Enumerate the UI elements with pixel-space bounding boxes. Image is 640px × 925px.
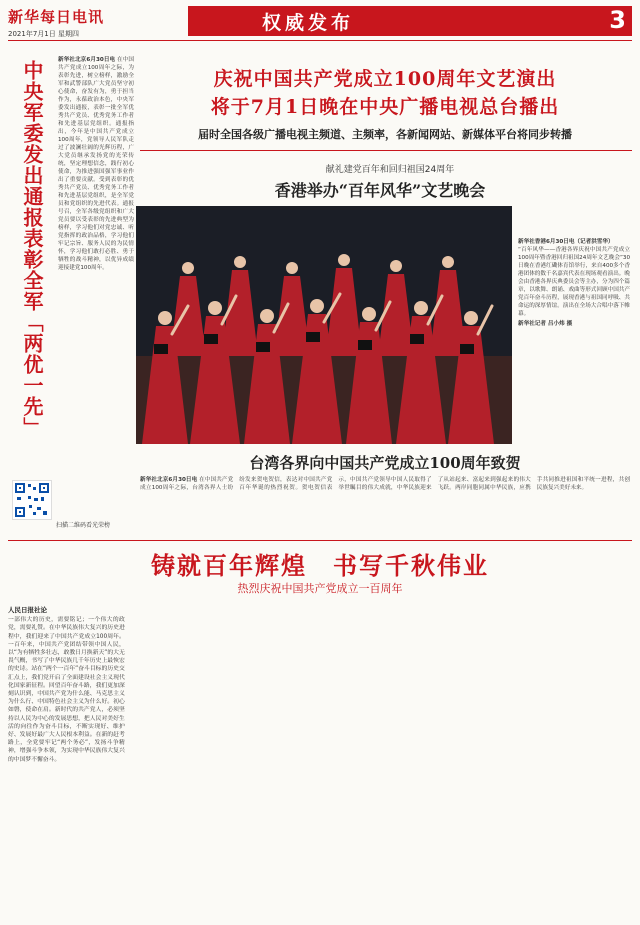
choir-photo-illustration — [136, 206, 512, 444]
top-headline-line2: 将于7月1日晚在中央广播电视总台播出 — [210, 96, 560, 118]
military-story-headline — [10, 60, 54, 490]
page-number: 3 — [609, 6, 626, 34]
top-headline-line1: 庆祝中国共产党成立100周年文艺演出 — [213, 68, 557, 90]
taiwan-dateline: 新华社北京6月30日电 — [140, 477, 198, 483]
commentary-headline: 铸就百年辉煌 书写千秋伟业 — [151, 551, 489, 580]
issue-date: 2021年7月1日 星期四 — [8, 30, 79, 38]
commentary-body-text: 一部伟大的历史，需要铭记；一个伟大的政党，需要礼赞。在中华民族伟大复兴的历史进程中，我们迎来了中国共产党成立100周年。一百年来，中国共产党团结带领中国人民，以“为有牺牲多壮志，敢教日月换新天”的大无畏气概，书写了中华民族几千年历史上最恢宏的史诗。站在“两个一百年”奋斗目标的历史交汇点上，我们党开启了全面建设社会主义现代化国家新征程。回望百年奋斗路，我们更加深刻认识到，中国共产党为什么能、马克思主义为什么行、中国特色社会主义为什么好。初心如磐，使命在肩。新时代的共产党人，必须坚持以人民为中心的发展思想，把人民对美好生活的向往作为奋斗目标，不断实现好、维护好、发展好最广大人民根本利益。在新的赶考路上，全党要牢记“两个务必”，发扬斗争精神，增强斗争本领，为实现中华民族伟大复兴的中国梦不懈奋斗。 — [8, 617, 125, 763]
banner-rule-top — [8, 540, 632, 541]
qr-code[interactable] — [12, 480, 52, 520]
section-title: 权威发布 — [262, 12, 355, 34]
newspaper-logo: 新华每日电讯 — [8, 8, 105, 26]
taiwan-story-body — [140, 476, 630, 540]
qr-code-icon — [13, 481, 51, 519]
military-dateline: 新华社北京6月30日电 — [58, 57, 116, 63]
hk-photo-caption: 新华社记者 吕小炜 摄 — [518, 321, 573, 327]
commentary-subheadline: 热烈庆祝中国共产党成立一百周年 — [237, 582, 403, 595]
top-story-rule — [140, 150, 632, 151]
hk-headline: 香港举办“百年风华”文艺晚会 — [274, 181, 486, 200]
commentary-columns — [8, 606, 632, 918]
header-rule — [8, 40, 632, 41]
commentary-byline: 人民日报社论 — [8, 606, 47, 614]
military-story-body — [58, 56, 134, 496]
choir-photo — [136, 206, 512, 444]
hk-side-dateline: 新华社香港6月30日电（记者洪雪华） — [518, 239, 614, 245]
taiwan-body-text: 在中国共产党成立100周年之际，台湾各界人士纷纷发来贺电贺信，表达对中国共产党百年华诞的热烈祝贺。贺电贺信表示，中国共产党领导中国人民取得了举世瞩目的伟大成就，中华民族迎来了从站起来、富起来到强起来的伟大飞跃。两岸同胞同属中华民族，应携手共同推进祖国和平统一进程，共创民族复兴美好未来。 — [140, 477, 630, 491]
qr-label: 扫描二维码看光荣榜 — [56, 522, 111, 529]
hk-side-body: “百年风华——香港各界庆祝中国共产党成立100周年暨香港回归祖国24周年文艺晚会”30日晚在香港红磡体育馆举行，来自400多个香港团体的数千名嘉宾代表在现场观看演出。晚会由香港各界庆典委员会等主办，分为四个篇章，以歌舞、朗诵、戏曲等形式回顾中国共产党百年奋斗历程，展现香港与祖国同呼吸、共命运的深厚情谊。演出在全场大合唱中落下帷幕。 — [518, 247, 630, 317]
military-body-text: 在中国共产党成立100周年之际，为表彰先进，树立榜样，激励全军和武警部队广大党员坚守初心使命，奋发有为，勇于担当作为，永葆政治本色，中央军委发出通报，表彰一批全军优秀共产党员、优秀党务工作者和先进基层党组织。通报指出，今年是中国共产党成立100周年，党领导人民军队走过了波澜壮阔的光辉历程，广大党员继承发扬党的光荣传统，坚定理想信念，践行初心使命，为推进强国强军事业作出了重要贡献。受到表彰的优秀共产党员、优秀党务工作者和先进基层党组织，是全军党员和党组织的先进代表。通报号召，全军各级党组织和广大党员要以受表彰的先进典型为榜样，学习他们对党忠诚、听党指挥的政治品格，学习他们牢记宗旨、服务人民的为民情怀，学习他们敢打必胜、勇于牺牲的战斗精神，以优异成绩迎接建党100周年。 — [58, 57, 134, 271]
headline-part-a: 中央军委发出通报 — [20, 60, 44, 228]
taiwan-body-columns — [140, 476, 630, 540]
headline-part-b: 表彰全军「两优一先」 — [20, 228, 44, 438]
commentary-body — [8, 606, 632, 918]
hk-kicker: 献礼建党百年和回归祖国24周年 — [325, 165, 455, 175]
section-bar — [188, 6, 632, 36]
top-subheadline: 届时全国各级广播电视主频道、主频率，各新闻网站、新媒体平台将同步转播 — [198, 128, 572, 141]
hk-side-text — [518, 238, 630, 448]
taiwan-headline: 台湾各界向中国共产党成立100周年致贺 — [249, 454, 521, 472]
